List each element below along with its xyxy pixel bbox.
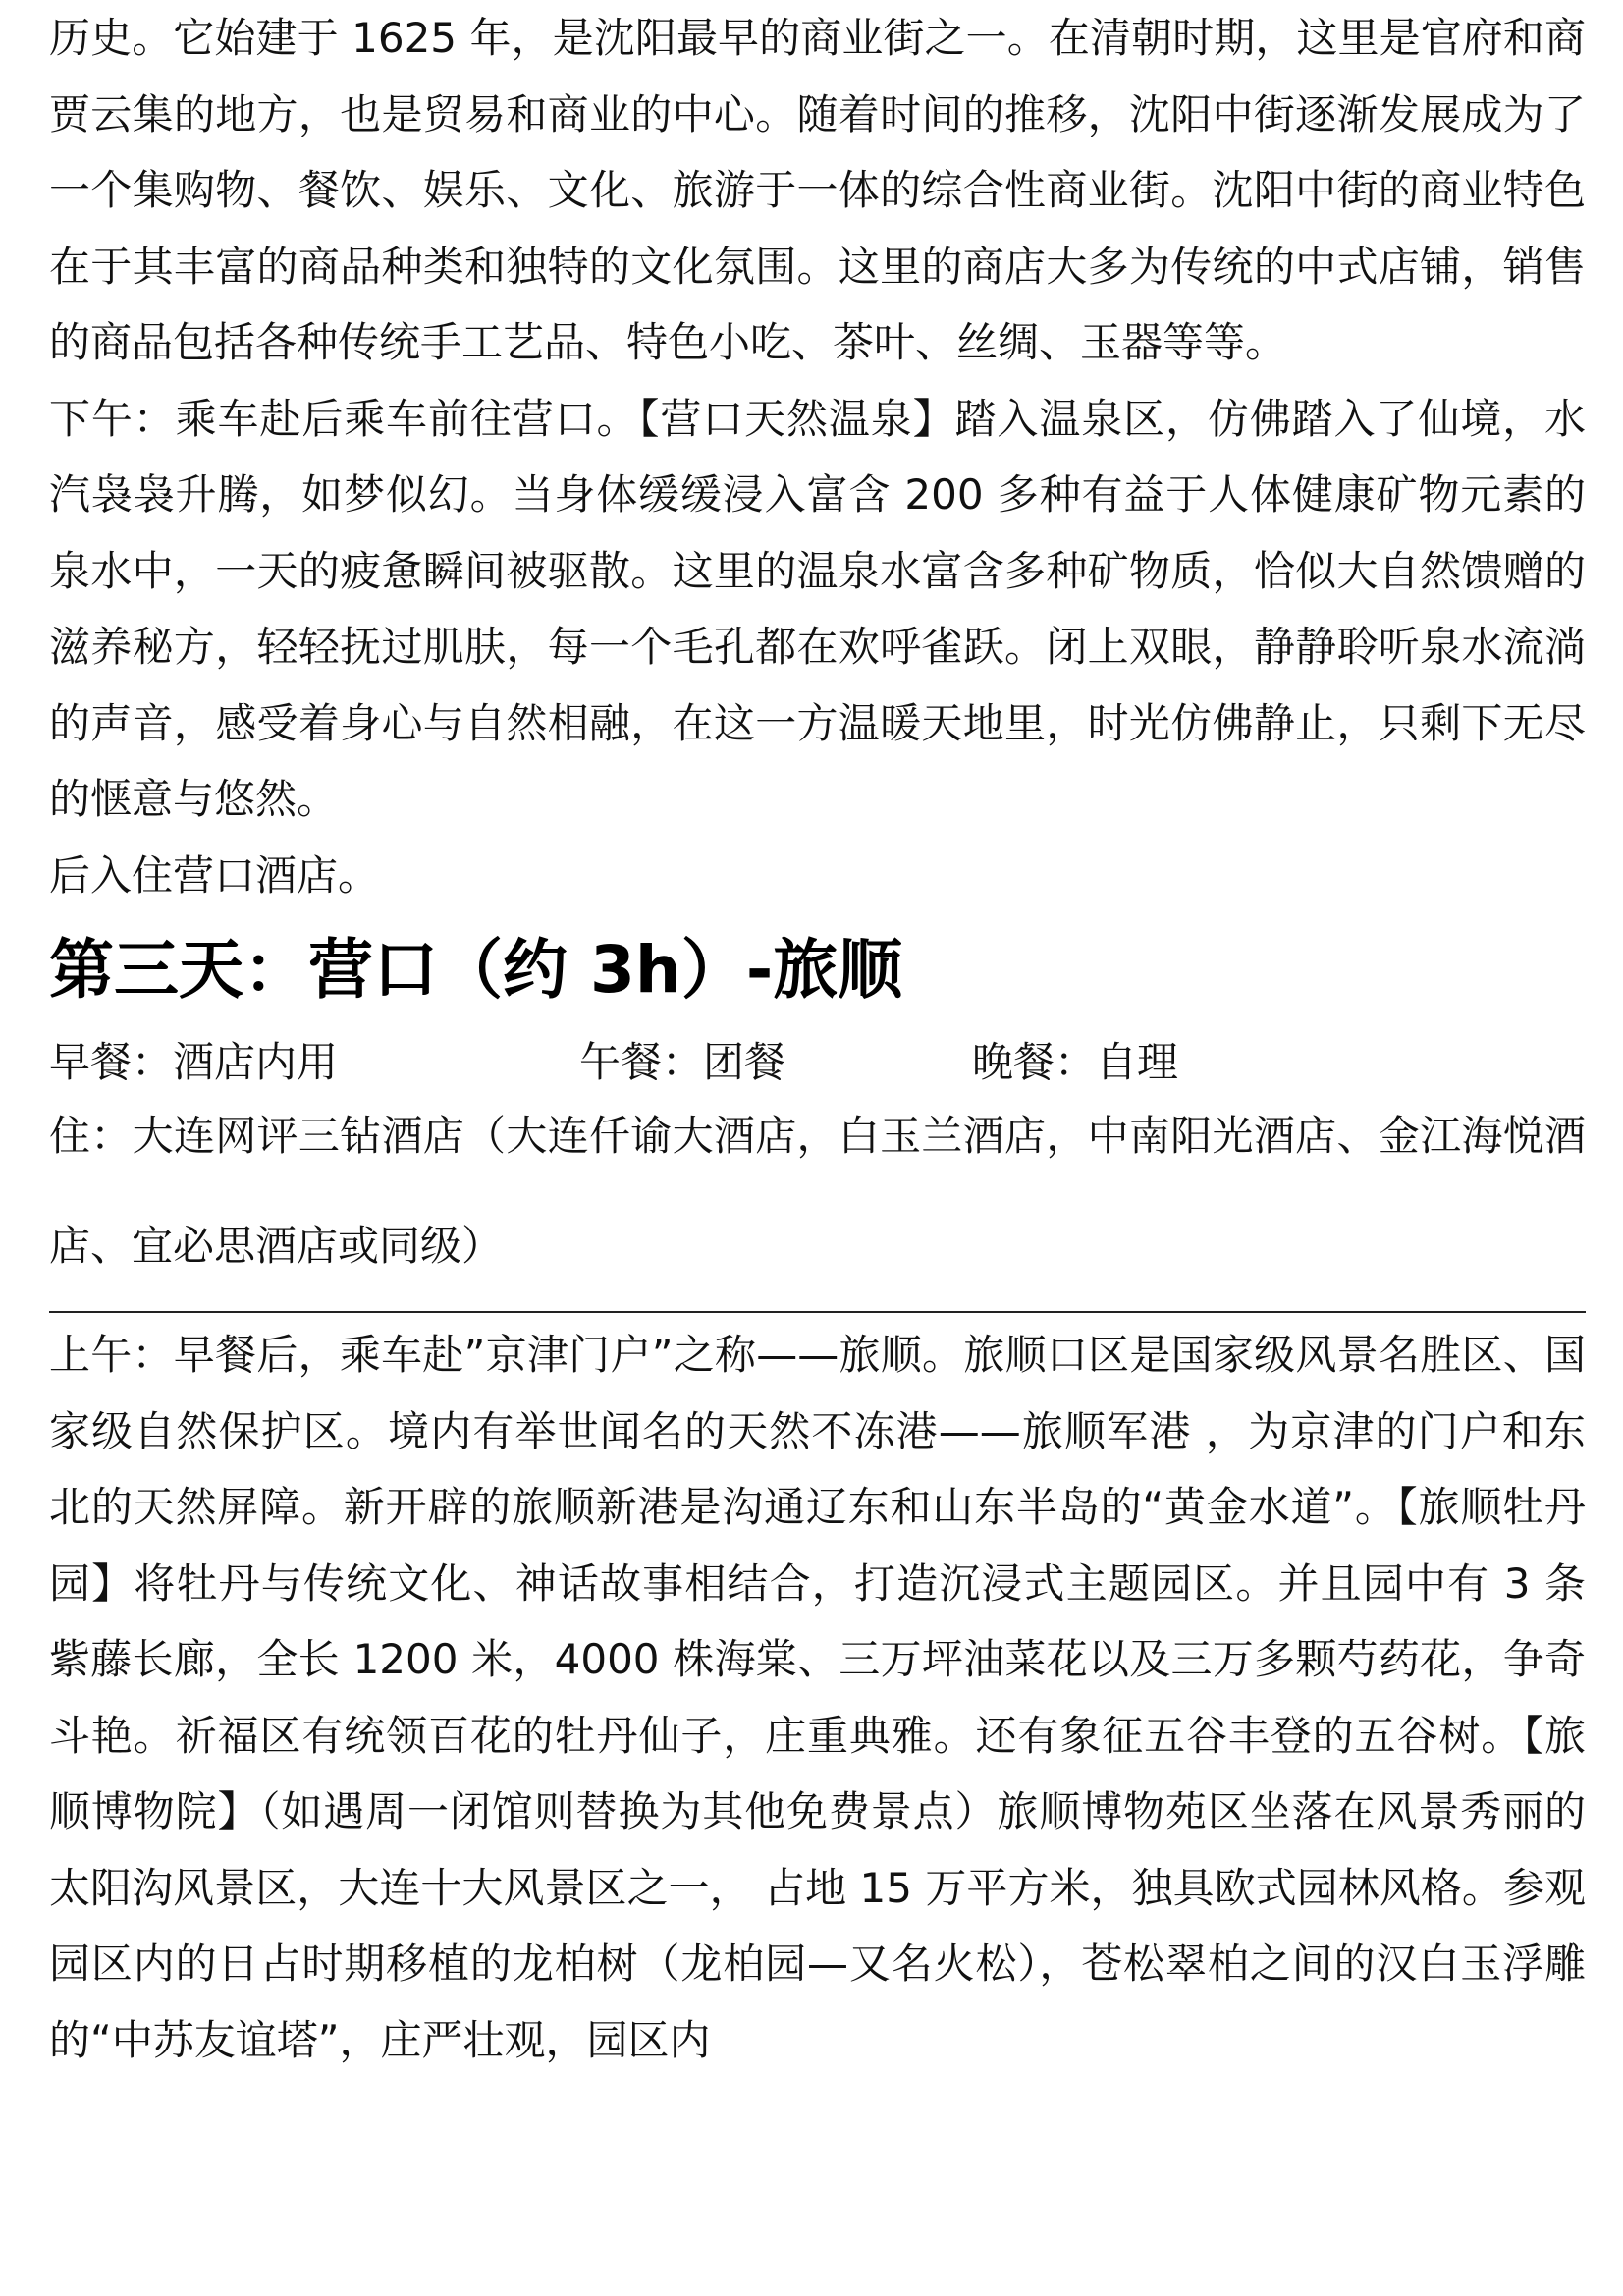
section-divider [49,1311,1586,1313]
meal-lunch: 午餐：团餐 [579,1038,786,1086]
day3-heading: 第三天：营口（约 3h）-旅顺 [49,932,903,1008]
afternoon-paragraph: 下午：乘车赴后乘车前往营口。【营口天然温泉】踏入温泉区，仿佛踏入了仙境，水汽袅袅升腾，如梦似幻。当身体缓缓浸入富含 200 多种有益于人体健康矿物元素的泉水中，一天的疲惫瞬间被驱散。这里的温泉水富含多种矿物质，恰似大自然馈赠的滋养秘方，轻轻抚过肌肤，每一个毛孔都在欢呼雀跃。闭上双眼，静静聆听泉水流淌的声音，感受着身心与自然相融，在这一方温暖天地里，时光仿佛静止，只剩下无尽的惬意与悠然。 [49,394,1586,823]
day3-meals [49,1025,1586,1099]
meal-dinner: 晚餐：自理 [972,1038,1179,1086]
document-page [49,0,1586,2078]
hotel-line: 后入住营口酒店。 [49,850,380,900]
meal-breakfast: 早餐：酒店内用 [49,1038,339,1086]
day3-morning-paragraph: 上午：早餐后，乘车赴”京津门户”之称——旅顺。旅顺口区是国家级风景名胜区、国家级自然保护区。境内有举世闻名的天然不冻港——旅顺军港 ，为京津的门户和东北的天然屏障。新开辟的旅顺新港是沟通辽东和山东半岛的“黄金水道”。【旅顺牡丹园】将牡丹与传统文化、神话故事相结合，打造沉浸式主题园区。并且园中有 3 条紫藤长廊，全长 1200 米，4000 株海棠、三万坪油菜花以及三万多颗芍药花，争奇斗艳。祈福区有统领百花的牡丹仙子，庄重典雅。还有象征五谷丰登的五谷树。【旅顺博物院】（如遇周一闭馆则替换为其他免费景点）旅顺博物苑区坐落在风景秀丽的太阳沟风景区，大连十大风景区之一， 占地 15 万平方米，独具欧式园林风格。参观园区内的日占时期移植的龙柏树（龙柏园—又名火松），苍松翠柏之间的汉白玉浮雕的“中苏友谊塔”，庄严壮观，园区内 [49,1331,1586,2064]
day3-accommodation: 住：大连网评三钻酒店（大连仟谕大酒店，白玉兰酒店，中南阳光酒店、金江海悦酒店、宜必思酒店或同级） [49,1112,1586,1270]
intro-paragraph: 历史。它始建于 1625 年，是沈阳最早的商业街之一。在清朝时期，这里是官府和商贾云集的地方，也是贸易和商业的中心。随着时间的推移，沈阳中街逐渐发展成为了一个集购物、餐饮、娱乐、文化、旅游于一体的综合性商业街。沈阳中街的商业特色在于其丰富的商品种类和独特的文化氛围。这里的商店大多为传统的中式店铺，销售的商品包括各种传统手工艺品、特色小吃、茶叶、丝绸、玉器等等。 [49,14,1586,366]
